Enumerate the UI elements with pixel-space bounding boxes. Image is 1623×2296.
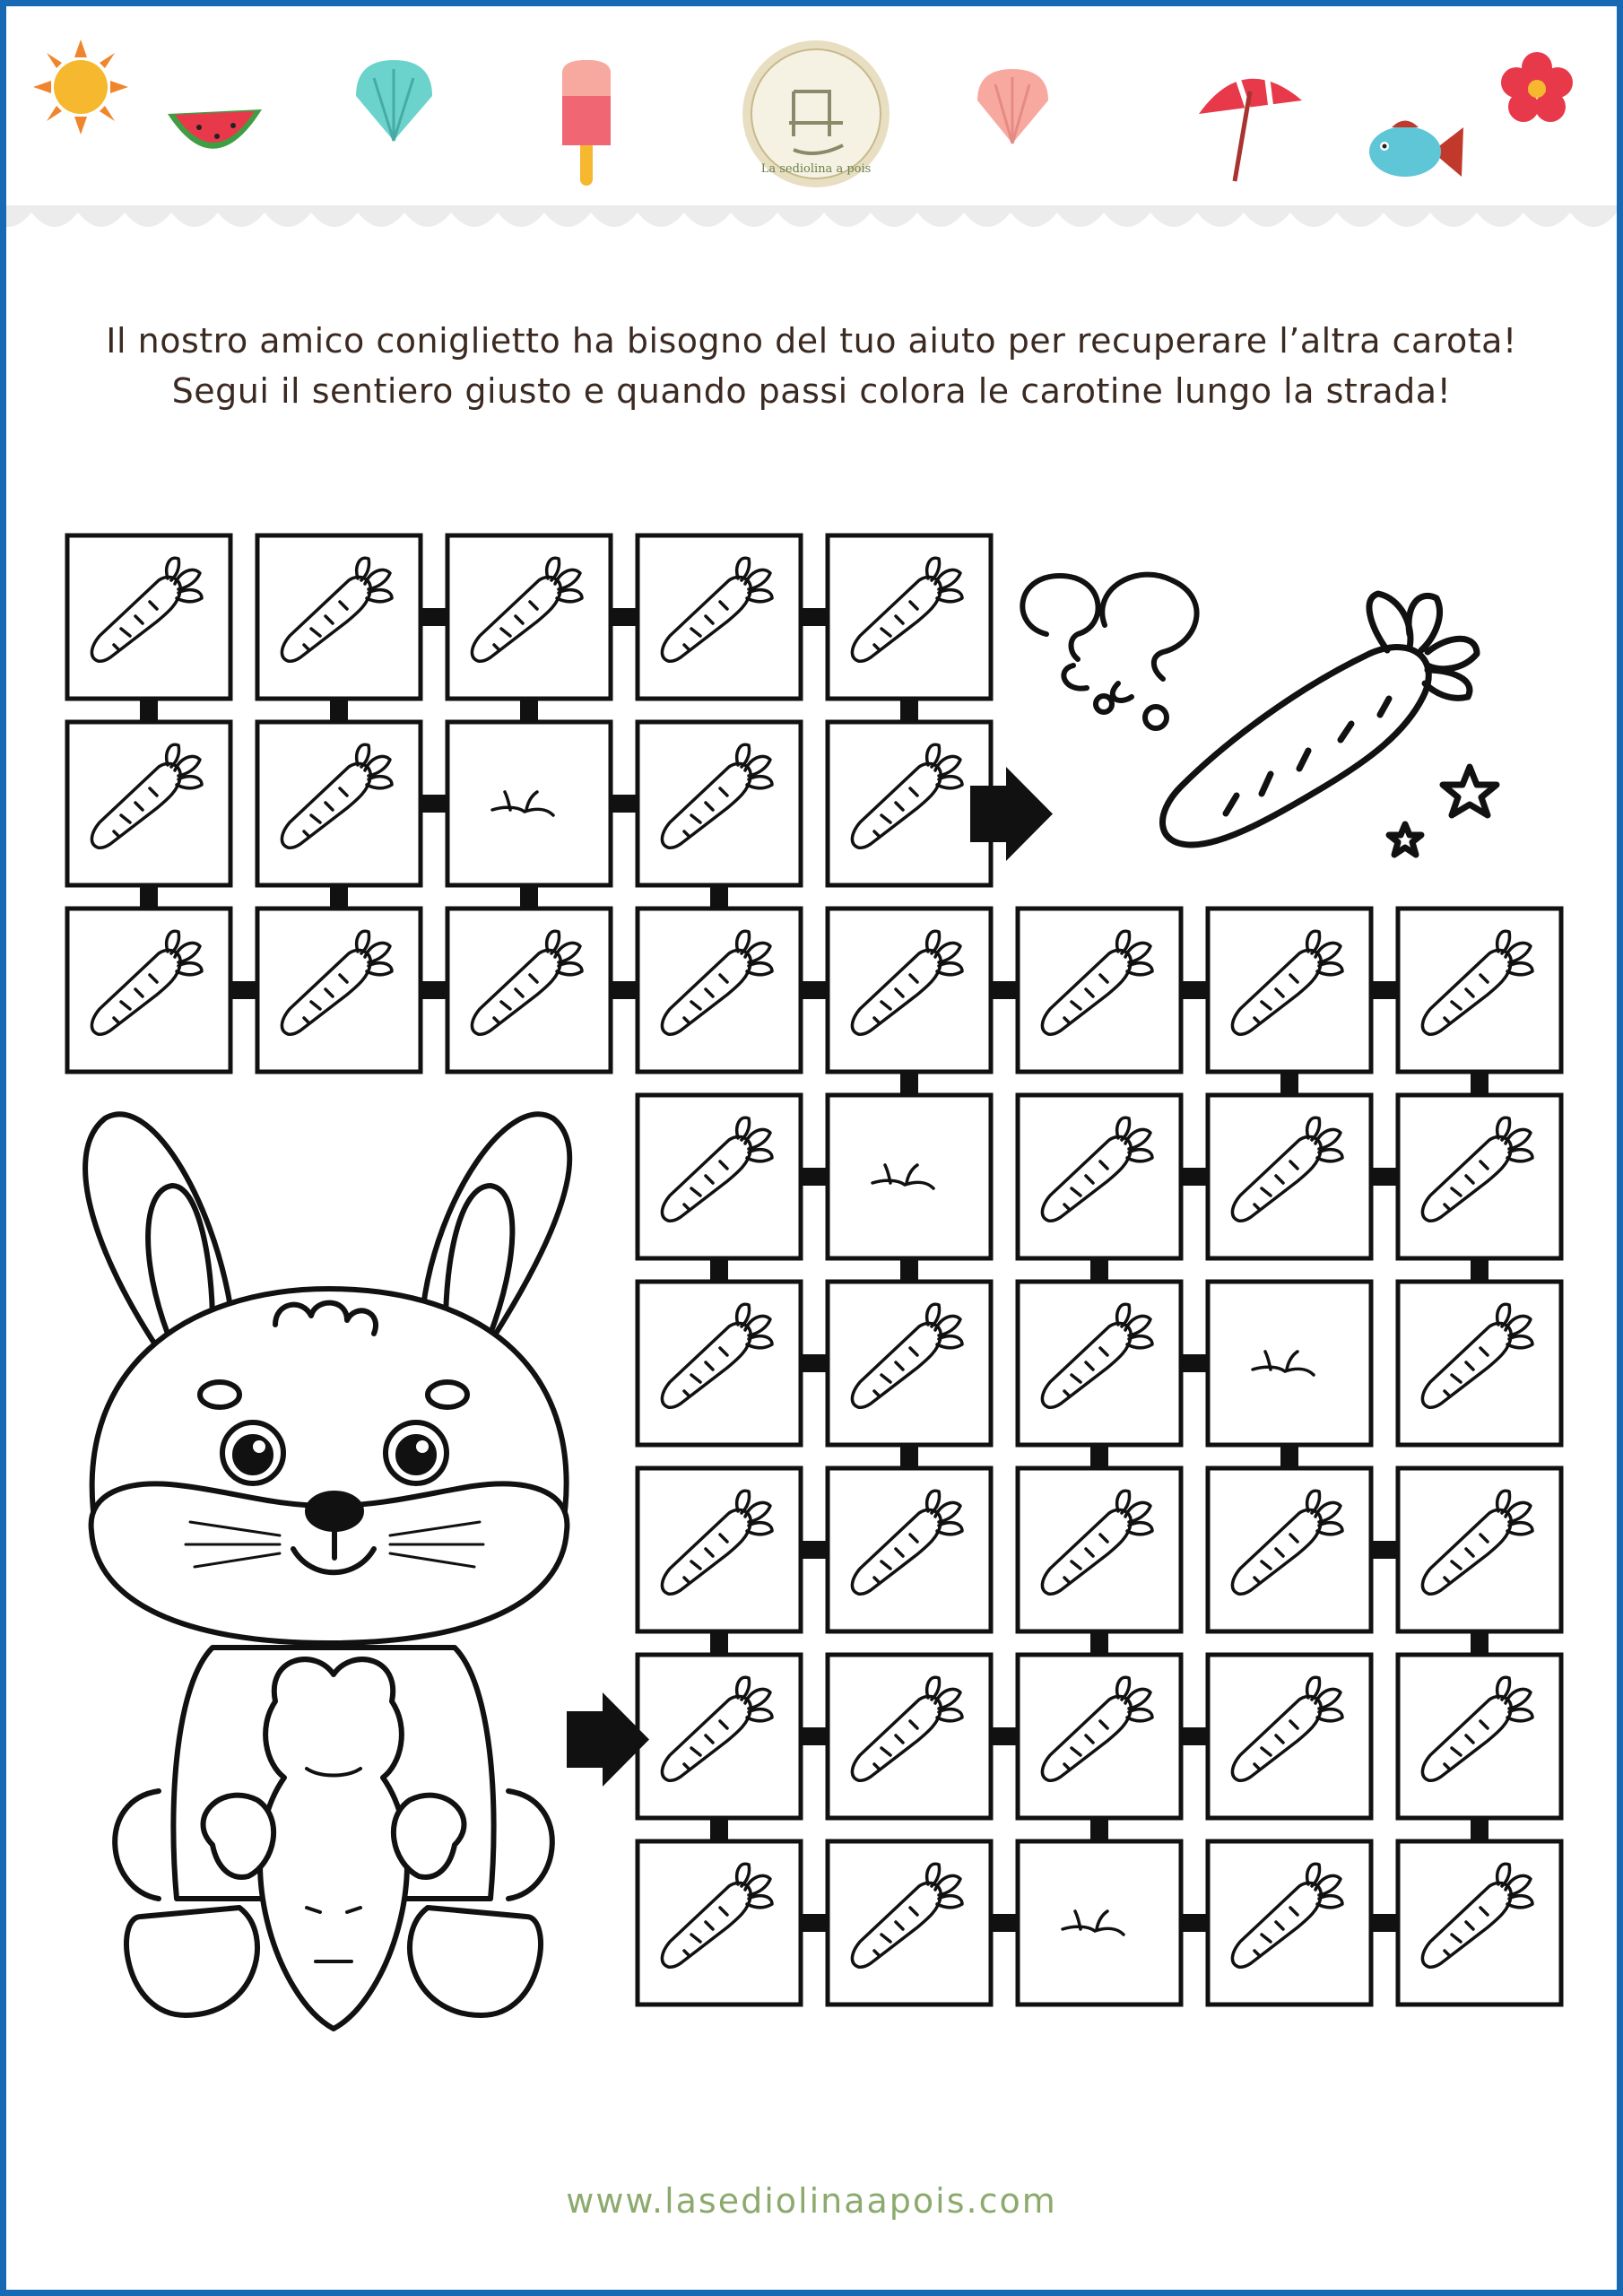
path-link <box>989 1914 1020 1932</box>
cell-frame <box>638 1655 801 1818</box>
cell-frame <box>447 535 611 699</box>
cell-frame <box>638 1095 801 1258</box>
path-link <box>1179 1727 1210 1745</box>
path-link <box>1179 1914 1210 1932</box>
carrot-cell[interactable] <box>67 909 230 1072</box>
path-link <box>1179 981 1210 999</box>
cell-frame <box>1018 1468 1181 1631</box>
carrot-cell[interactable] <box>447 909 611 1072</box>
carrot-cell[interactable] <box>638 1468 801 1631</box>
instructions-line-2: Segui il sentiero giusto e quando passi colora le carotine lungo la strada! <box>171 371 1452 411</box>
carrot-cell[interactable] <box>447 535 611 699</box>
path-link <box>799 1168 829 1186</box>
cell-frame <box>67 535 230 699</box>
cell-frame <box>257 722 421 885</box>
cell-frame <box>257 535 421 699</box>
carrot-cell[interactable] <box>828 1468 991 1631</box>
cell-frame <box>447 909 611 1072</box>
path-link <box>799 1914 829 1932</box>
cell-frame <box>638 535 801 699</box>
path-link <box>419 795 449 813</box>
carrot-cell[interactable] <box>67 535 230 699</box>
cell-frame <box>638 909 801 1072</box>
cell-frame <box>1398 909 1561 1072</box>
grass-cell[interactable] <box>447 722 611 885</box>
path-link <box>1369 1914 1400 1932</box>
cell-frame <box>828 909 991 1072</box>
carrot-cell[interactable] <box>1208 1841 1371 2005</box>
carrot-cell[interactable] <box>1398 1655 1561 1818</box>
carrot-cell[interactable] <box>1208 1468 1371 1631</box>
cell-frame <box>1018 1655 1181 1818</box>
path-link <box>799 1354 829 1372</box>
path-link <box>1369 981 1400 999</box>
path-link <box>799 1541 829 1559</box>
big-carrot-illustration <box>1162 594 1497 855</box>
carrot-cell[interactable] <box>828 722 991 885</box>
carrot-cell[interactable] <box>1018 1468 1181 1631</box>
maze-board <box>6 6 1623 2296</box>
carrot-cell[interactable] <box>1018 1282 1181 1445</box>
path-link <box>1369 1541 1400 1559</box>
carrot-cell[interactable] <box>1398 1095 1561 1258</box>
path-link <box>609 795 639 813</box>
path-link <box>799 608 829 626</box>
cell-frame <box>1208 1841 1371 2005</box>
cell-frame <box>638 1282 801 1445</box>
carrot-cell[interactable] <box>828 535 991 699</box>
carrot-cell[interactable] <box>257 535 421 699</box>
path-link <box>609 608 639 626</box>
bunny-illustration <box>85 1114 569 2029</box>
carrot-cell[interactable] <box>828 1655 991 1818</box>
cell-frame <box>67 909 230 1072</box>
carrot-cell[interactable] <box>1208 1655 1371 1818</box>
carrot-cell[interactable] <box>1398 1468 1561 1631</box>
carrot-cell[interactable] <box>1208 909 1371 1072</box>
carrot-cell[interactable] <box>67 722 230 885</box>
path-link <box>799 1727 829 1745</box>
cell-frame <box>1018 1282 1181 1445</box>
carrot-cell[interactable] <box>638 909 801 1072</box>
footer-url: www.lasediolinaapois.com <box>566 2181 1057 2221</box>
path-link <box>609 981 639 999</box>
path-link <box>229 981 259 999</box>
carrot-cell[interactable] <box>257 909 421 1072</box>
cell-frame <box>1398 1468 1561 1631</box>
carrot-cell[interactable] <box>828 1282 991 1445</box>
cell-frame <box>1398 1095 1561 1258</box>
carrot-cell[interactable] <box>828 909 991 1072</box>
instructions-line-1: Il nostro amico coniglietto ha bisogno del tuo aiuto per recuperare l’altra carota! <box>106 321 1517 361</box>
cell-frame <box>1018 1095 1181 1258</box>
cell-frame <box>1018 909 1181 1072</box>
cell-frame <box>1208 1468 1371 1631</box>
cell-frame <box>638 722 801 885</box>
cell-frame <box>1208 1655 1371 1818</box>
cell-frame <box>828 722 991 885</box>
cell-frame <box>1208 909 1371 1072</box>
cell-frame <box>828 1468 991 1631</box>
path-link <box>989 981 1020 999</box>
carrot-cell[interactable] <box>1018 1655 1181 1818</box>
cell-frame <box>67 722 230 885</box>
path-link <box>989 1727 1020 1745</box>
question-marks-icon <box>1022 575 1196 728</box>
carrot-cell[interactable] <box>1398 1841 1561 2005</box>
carrot-cell[interactable] <box>638 1282 801 1445</box>
carrot-cell[interactable] <box>638 1841 801 2005</box>
cell-frame <box>1208 1095 1371 1258</box>
path-link <box>419 608 449 626</box>
carrot-cell[interactable] <box>638 535 801 699</box>
grass-cell[interactable] <box>1018 1841 1181 2005</box>
carrot-cell[interactable] <box>257 722 421 885</box>
carrot-cell[interactable] <box>1398 909 1561 1072</box>
grass-cell[interactable] <box>1208 1282 1371 1445</box>
carrot-cell[interactable] <box>1018 1095 1181 1258</box>
cell-frame <box>257 909 421 1072</box>
path-link <box>1179 1354 1210 1372</box>
carrot-cell[interactable] <box>638 1095 801 1258</box>
logo-text: La sediolina a pois <box>760 162 872 176</box>
cell-frame <box>828 535 991 699</box>
cell-frame <box>638 1841 801 2005</box>
cell-frame <box>1398 1841 1561 2005</box>
cell-frame <box>828 1655 991 1818</box>
carrot-cell[interactable] <box>1208 1095 1371 1258</box>
carrot-cell[interactable] <box>638 722 801 885</box>
path-link <box>419 981 449 999</box>
cell-frame <box>828 1841 991 2005</box>
cell-frame <box>1398 1282 1561 1445</box>
carrot-cell[interactable] <box>828 1841 991 2005</box>
carrot-cell[interactable] <box>638 1655 801 1818</box>
cell-frame <box>1398 1655 1561 1818</box>
carrot-cell[interactable] <box>1398 1282 1561 1445</box>
cell-frame <box>638 1468 801 1631</box>
path-link <box>1369 1168 1400 1186</box>
carrot-cell[interactable] <box>1018 909 1181 1072</box>
path-link <box>799 981 829 999</box>
path-link <box>1179 1168 1210 1186</box>
cell-frame <box>828 1282 991 1445</box>
grass-cell[interactable] <box>828 1095 991 1258</box>
